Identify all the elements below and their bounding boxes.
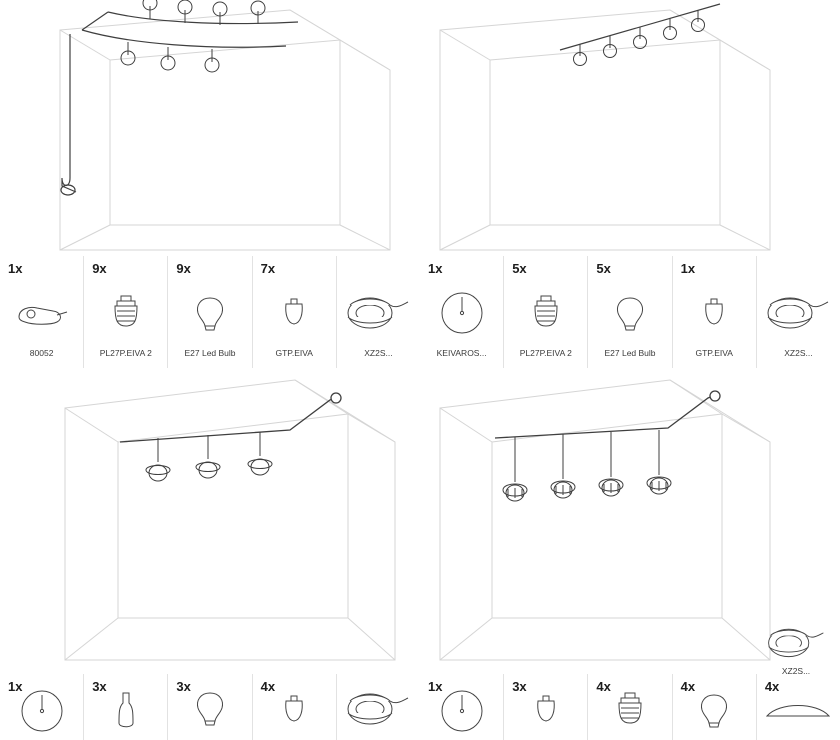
lamp-holder-icon xyxy=(506,277,585,348)
part-label: XZ2S... xyxy=(364,348,393,358)
part-item[interactable] xyxy=(83,674,167,740)
ceiling-rose-icon xyxy=(422,694,501,726)
part-item[interactable] xyxy=(672,674,756,740)
part-quantity: 1x xyxy=(428,679,443,694)
part-label: PL27P.EIVA 2 xyxy=(99,348,152,358)
quadrant-bottom-left xyxy=(0,370,420,740)
part-item[interactable] xyxy=(83,256,167,368)
part-label xyxy=(2,726,81,740)
quadrant-top-right xyxy=(420,0,840,370)
cable-gland-icon xyxy=(255,694,334,726)
cable-coil-icon xyxy=(339,277,418,348)
part-quantity: 5x xyxy=(596,261,611,276)
part-label: E27 Led Bulb xyxy=(604,348,656,358)
part-label xyxy=(86,726,165,740)
parts-list-top-right xyxy=(420,256,840,368)
bulb-icon xyxy=(590,277,669,348)
cable-coil-icon xyxy=(754,618,838,666)
part-item[interactable] xyxy=(672,256,756,368)
part-item[interactable] xyxy=(252,256,336,368)
part-quantity: 4x xyxy=(596,679,611,694)
part-quantity: 9x xyxy=(92,261,107,276)
part-quantity: 9x xyxy=(176,261,191,276)
part-item[interactable] xyxy=(420,256,503,368)
scene-room-with-three-pendant-lamps xyxy=(0,370,420,628)
part-label xyxy=(339,725,418,740)
cable-gland-icon xyxy=(506,694,585,726)
part-label xyxy=(759,721,838,740)
part-label xyxy=(255,726,334,740)
bulb-icon xyxy=(675,694,754,726)
cable-coil-icon xyxy=(759,277,838,348)
part-label: 80052 xyxy=(29,348,54,358)
part-item[interactable] xyxy=(167,674,251,740)
part-label: XZ2S... xyxy=(784,348,813,358)
part-item[interactable] xyxy=(167,256,251,368)
part-item[interactable] xyxy=(336,674,420,740)
part-quantity: 1x xyxy=(680,261,696,276)
bulb-icon xyxy=(170,277,249,348)
part-item[interactable] xyxy=(0,256,83,368)
cable-coil-icon xyxy=(339,691,418,725)
quadrant-top-left xyxy=(0,0,420,370)
part-label xyxy=(170,726,249,740)
parts-list-top-left xyxy=(0,256,420,368)
scene-room-with-four-pendant-lamps xyxy=(420,370,840,628)
part-label: PL27P.EIVA 2 xyxy=(519,348,572,358)
bulb-icon xyxy=(170,694,249,726)
ceiling-rose-icon xyxy=(422,277,501,348)
part-quantity: 4x xyxy=(680,679,696,694)
part-quantity: 1x xyxy=(428,261,443,276)
part-item[interactable] xyxy=(756,674,840,740)
cable-gland-icon xyxy=(255,277,334,348)
part-item-floating-coil[interactable] xyxy=(754,618,838,680)
part-item[interactable] xyxy=(252,674,336,740)
part-quantity: 1x xyxy=(8,679,23,694)
part-item[interactable] xyxy=(503,674,587,740)
part-item[interactable] xyxy=(587,674,671,740)
part-quantity: 4x xyxy=(260,679,276,694)
plug-adapter-icon xyxy=(2,277,81,348)
lamp-shade-icon xyxy=(86,694,165,726)
part-label: XZ2S... xyxy=(781,666,811,676)
part-label xyxy=(506,726,585,740)
part-label: E27 Led Bulb xyxy=(184,348,236,358)
lamp-holder-icon xyxy=(590,694,669,726)
part-item[interactable] xyxy=(420,674,503,740)
part-quantity: 7x xyxy=(260,261,276,276)
part-quantity: 4x xyxy=(764,679,780,694)
part-quantity: 3x xyxy=(92,679,107,694)
part-quantity: 3x xyxy=(176,679,191,694)
part-label: GTP.EIVA xyxy=(275,348,313,358)
part-label: KEIVAROS... xyxy=(436,348,487,358)
part-label xyxy=(422,726,501,740)
scene-room-with-double-string-light-and-wall-drop xyxy=(0,0,420,258)
part-item[interactable] xyxy=(0,674,83,740)
part-label xyxy=(675,726,754,740)
part-item[interactable] xyxy=(756,256,840,368)
part-label: GTP.EIVA xyxy=(695,348,733,358)
ceiling-rose-icon xyxy=(2,694,81,726)
scene-room-with-diagonal-string-light xyxy=(420,0,840,258)
part-item[interactable] xyxy=(587,256,671,368)
part-quantity: 3x xyxy=(512,679,527,694)
lamp-shade-flat-icon xyxy=(759,694,838,721)
lamp-holder-icon xyxy=(86,277,165,348)
part-quantity: 5x xyxy=(512,261,527,276)
parts-list-bottom-left xyxy=(0,674,420,740)
part-quantity: 1x xyxy=(8,261,23,276)
part-item[interactable] xyxy=(336,256,420,368)
quadrant-bottom-right xyxy=(420,370,840,740)
part-label xyxy=(590,726,669,740)
parts-list-bottom-right xyxy=(420,674,840,740)
part-item[interactable] xyxy=(503,256,587,368)
cable-gland-icon xyxy=(675,277,754,348)
